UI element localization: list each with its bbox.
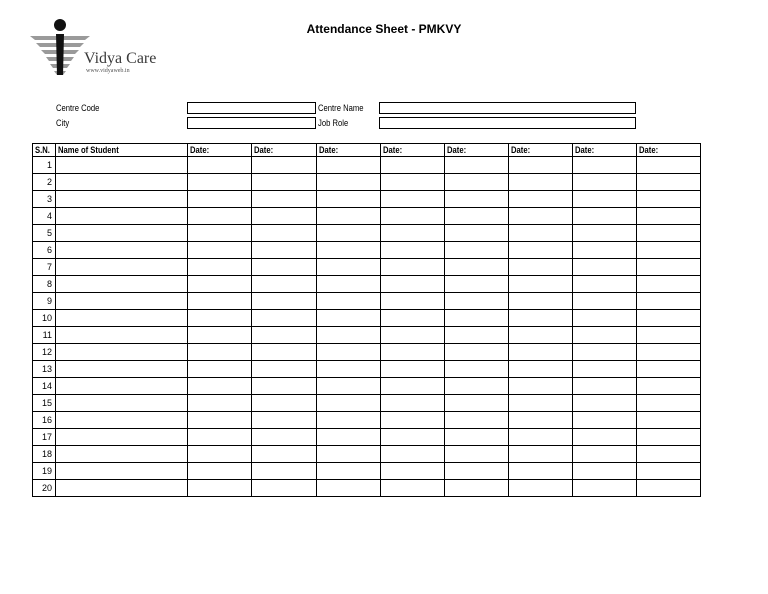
job-role-field[interactable]: [379, 117, 636, 129]
attendance-cell[interactable]: [445, 174, 509, 191]
attendance-cell[interactable]: [509, 412, 573, 429]
attendance-cell[interactable]: [509, 191, 573, 208]
attendance-cell[interactable]: [637, 174, 701, 191]
header-date: Date:: [381, 144, 445, 157]
attendance-cell[interactable]: [573, 310, 637, 327]
attendance-cell[interactable]: [381, 378, 445, 395]
table-row: [33, 395, 701, 412]
table-row: [33, 361, 701, 378]
attendance-cell[interactable]: [509, 378, 573, 395]
attendance-cell[interactable]: [188, 174, 252, 191]
row-serial-number: 9: [33, 293, 56, 310]
attendance-cell[interactable]: [637, 344, 701, 361]
student-name-cell[interactable]: [56, 259, 188, 276]
row-serial-number: 14: [33, 378, 56, 395]
header-date: Date:: [573, 144, 637, 157]
row-serial-number: 2: [33, 174, 56, 191]
city-label: City: [56, 118, 70, 128]
table-row: [33, 174, 701, 191]
attendance-cell[interactable]: [637, 378, 701, 395]
attendance-cell[interactable]: [637, 361, 701, 378]
attendance-cell[interactable]: [381, 463, 445, 480]
header-date: Date:: [509, 144, 573, 157]
attendance-cell[interactable]: [188, 395, 252, 412]
attendance-cell[interactable]: [252, 174, 317, 191]
attendance-cell[interactable]: [445, 191, 509, 208]
attendance-cell[interactable]: [509, 446, 573, 463]
attendance-cell[interactable]: [637, 327, 701, 344]
row-serial-number: 10: [33, 310, 56, 327]
table-row: [33, 191, 701, 208]
attendance-cell[interactable]: [381, 293, 445, 310]
attendance-cell[interactable]: [252, 344, 317, 361]
attendance-cell[interactable]: [573, 174, 637, 191]
attendance-cell[interactable]: [445, 225, 509, 242]
row-serial-number: 11: [33, 327, 56, 344]
attendance-cell[interactable]: [445, 378, 509, 395]
attendance-cell[interactable]: [509, 293, 573, 310]
row-serial-number: 13: [33, 361, 56, 378]
attendance-cell[interactable]: [573, 344, 637, 361]
attendance-cell[interactable]: [188, 463, 252, 480]
attendance-cell[interactable]: [188, 225, 252, 242]
attendance-cell[interactable]: [252, 225, 317, 242]
attendance-cell[interactable]: [445, 293, 509, 310]
attendance-cell[interactable]: [252, 327, 317, 344]
student-name-cell[interactable]: [56, 174, 188, 191]
header-date: Date:: [637, 144, 701, 157]
row-serial-number: 12: [33, 344, 56, 361]
table-row: [33, 480, 701, 497]
logo-name: Vidya Care: [84, 50, 157, 67]
attendance-cell[interactable]: [188, 344, 252, 361]
attendance-cell[interactable]: [637, 446, 701, 463]
table-row: [33, 293, 701, 310]
attendance-cell[interactable]: [317, 174, 381, 191]
attendance-cell[interactable]: [317, 259, 381, 276]
attendance-cell[interactable]: [381, 480, 445, 497]
row-serial-number: 5: [33, 225, 56, 242]
centre-code-label: Centre Code: [56, 103, 100, 113]
attendance-cell[interactable]: [381, 157, 445, 174]
attendance-cell[interactable]: [252, 208, 317, 225]
attendance-cell[interactable]: [445, 344, 509, 361]
attendance-cell[interactable]: [381, 327, 445, 344]
attendance-cell[interactable]: [509, 480, 573, 497]
attendance-cell[interactable]: [509, 276, 573, 293]
attendance-cell[interactable]: [317, 361, 381, 378]
attendance-cell[interactable]: [509, 242, 573, 259]
student-name-cell[interactable]: [56, 191, 188, 208]
attendance-cell[interactable]: [252, 293, 317, 310]
attendance-cell[interactable]: [252, 463, 317, 480]
row-serial-number: 17: [33, 429, 56, 446]
attendance-cell[interactable]: [381, 225, 445, 242]
logo-url: www.vidyaweb.in: [86, 68, 130, 74]
attendance-cell[interactable]: [381, 429, 445, 446]
attendance-cell[interactable]: [252, 310, 317, 327]
attendance-cell[interactable]: [317, 327, 381, 344]
city-field[interactable]: [187, 117, 316, 129]
attendance-cell[interactable]: [381, 191, 445, 208]
attendance-cell[interactable]: [252, 276, 317, 293]
attendance-cell[interactable]: [381, 310, 445, 327]
attendance-cell[interactable]: [445, 429, 509, 446]
attendance-cell[interactable]: [445, 395, 509, 412]
attendance-cell[interactable]: [381, 208, 445, 225]
row-serial-number: 8: [33, 276, 56, 293]
header-date: Date:: [317, 144, 381, 157]
table-row: [33, 225, 701, 242]
attendance-cell[interactable]: [573, 276, 637, 293]
attendance-cell[interactable]: [573, 208, 637, 225]
attendance-cell[interactable]: [188, 361, 252, 378]
attendance-cell[interactable]: [317, 191, 381, 208]
table-row: [33, 327, 701, 344]
attendance-cell[interactable]: [509, 225, 573, 242]
attendance-cell[interactable]: [188, 310, 252, 327]
attendance-cell[interactable]: [188, 242, 252, 259]
table-row: [33, 463, 701, 480]
header-date: Date:: [188, 144, 252, 157]
attendance-cell[interactable]: [445, 412, 509, 429]
centre-name-field[interactable]: [379, 102, 636, 114]
table-row: [33, 446, 701, 463]
attendance-cell[interactable]: [317, 276, 381, 293]
attendance-cell[interactable]: [509, 157, 573, 174]
attendance-cell[interactable]: [637, 463, 701, 480]
attendance-cell[interactable]: [445, 242, 509, 259]
attendance-cell[interactable]: [317, 293, 381, 310]
attendance-cell[interactable]: [381, 412, 445, 429]
student-name-cell[interactable]: [56, 463, 188, 480]
attendance-table: [32, 143, 701, 497]
attendance-cell[interactable]: [381, 446, 445, 463]
row-serial-number: 4: [33, 208, 56, 225]
attendance-cell[interactable]: [188, 378, 252, 395]
attendance-cell[interactable]: [573, 395, 637, 412]
attendance-cell[interactable]: [188, 480, 252, 497]
attendance-cell[interactable]: [445, 310, 509, 327]
attendance-cell[interactable]: [445, 463, 509, 480]
attendance-cell[interactable]: [188, 157, 252, 174]
attendance-cell[interactable]: [317, 412, 381, 429]
attendance-cell[interactable]: [509, 429, 573, 446]
attendance-cell[interactable]: [317, 208, 381, 225]
row-serial-number: 6: [33, 242, 56, 259]
attendance-cell[interactable]: [637, 225, 701, 242]
table-row: [33, 412, 701, 429]
attendance-cell[interactable]: [445, 480, 509, 497]
attendance-cell[interactable]: [509, 310, 573, 327]
attendance-cell[interactable]: [637, 395, 701, 412]
student-name-cell[interactable]: [56, 293, 188, 310]
attendance-cell[interactable]: [509, 174, 573, 191]
attendance-cell[interactable]: [637, 310, 701, 327]
attendance-cell[interactable]: [509, 361, 573, 378]
attendance-cell[interactable]: [252, 157, 317, 174]
attendance-cell[interactable]: [573, 361, 637, 378]
attendance-cell[interactable]: [637, 293, 701, 310]
attendance-cell[interactable]: [445, 259, 509, 276]
attendance-cell[interactable]: [252, 242, 317, 259]
attendance-cell[interactable]: [637, 259, 701, 276]
attendance-cell[interactable]: [573, 242, 637, 259]
attendance-cell[interactable]: [445, 276, 509, 293]
attendance-cell[interactable]: [252, 361, 317, 378]
attendance-cell[interactable]: [637, 191, 701, 208]
table-row: [33, 344, 701, 361]
attendance-cell[interactable]: [317, 429, 381, 446]
attendance-cell[interactable]: [252, 429, 317, 446]
attendance-cell[interactable]: [188, 293, 252, 310]
attendance-cell[interactable]: [188, 259, 252, 276]
attendance-cell[interactable]: [573, 191, 637, 208]
attendance-cell[interactable]: [317, 463, 381, 480]
row-serial-number: 1: [33, 157, 56, 174]
attendance-cell[interactable]: [637, 412, 701, 429]
student-name-cell[interactable]: [56, 157, 188, 174]
attendance-cell[interactable]: [573, 259, 637, 276]
attendance-cell[interactable]: [381, 361, 445, 378]
student-name-cell[interactable]: [56, 446, 188, 463]
table-row: [33, 429, 701, 446]
table-header-row: [33, 144, 701, 157]
header-sn: S.N.: [33, 144, 56, 157]
attendance-cell[interactable]: [252, 395, 317, 412]
attendance-cell[interactable]: [381, 259, 445, 276]
attendance-cell[interactable]: [317, 242, 381, 259]
attendance-cell[interactable]: [445, 446, 509, 463]
attendance-cell[interactable]: [573, 225, 637, 242]
attendance-cell[interactable]: [381, 242, 445, 259]
row-serial-number: 15: [33, 395, 56, 412]
table-row: [33, 276, 701, 293]
attendance-cell[interactable]: [188, 446, 252, 463]
row-serial-number: 20: [33, 480, 56, 497]
page-title: Attendance Sheet - PMKVY: [306, 22, 462, 36]
student-name-cell[interactable]: [56, 344, 188, 361]
attendance-cell[interactable]: [445, 361, 509, 378]
table-row: [33, 242, 701, 259]
student-name-cell[interactable]: [56, 361, 188, 378]
attendance-cell[interactable]: [637, 480, 701, 497]
table-row: [33, 378, 701, 395]
student-name-cell[interactable]: [56, 412, 188, 429]
attendance-cell[interactable]: [317, 446, 381, 463]
student-name-cell[interactable]: [56, 327, 188, 344]
attendance-cell[interactable]: [252, 446, 317, 463]
student-name-cell[interactable]: [56, 429, 188, 446]
attendance-cell[interactable]: [252, 412, 317, 429]
student-name-cell[interactable]: [56, 225, 188, 242]
attendance-cell[interactable]: [381, 344, 445, 361]
attendance-cell[interactable]: [445, 157, 509, 174]
attendance-cell[interactable]: [381, 174, 445, 191]
attendance-cell[interactable]: [509, 463, 573, 480]
attendance-cell[interactable]: [637, 208, 701, 225]
table-row: [33, 259, 701, 276]
attendance-cell[interactable]: [509, 259, 573, 276]
attendance-cell[interactable]: [445, 327, 509, 344]
job-role-label: Job Role: [318, 118, 349, 128]
student-name-cell[interactable]: [56, 378, 188, 395]
attendance-cell[interactable]: [573, 480, 637, 497]
student-name-cell[interactable]: [56, 310, 188, 327]
attendance-cell[interactable]: [317, 344, 381, 361]
row-serial-number: 3: [33, 191, 56, 208]
attendance-cell[interactable]: [573, 157, 637, 174]
attendance-cell[interactable]: [509, 344, 573, 361]
attendance-cell[interactable]: [509, 395, 573, 412]
attendance-cell[interactable]: [317, 378, 381, 395]
attendance-cell[interactable]: [637, 429, 701, 446]
header-date: Date:: [445, 144, 509, 157]
attendance-cell[interactable]: [381, 395, 445, 412]
row-serial-number: 16: [33, 412, 56, 429]
attendance-cell[interactable]: [317, 157, 381, 174]
attendance-cell[interactable]: [252, 259, 317, 276]
attendance-cell[interactable]: [637, 276, 701, 293]
student-name-cell[interactable]: [56, 242, 188, 259]
centre-code-field[interactable]: [187, 102, 316, 114]
attendance-cell[interactable]: [573, 378, 637, 395]
attendance-cell[interactable]: [509, 327, 573, 344]
attendance-cell[interactable]: [573, 412, 637, 429]
row-serial-number: 19: [33, 463, 56, 480]
attendance-cell[interactable]: [573, 446, 637, 463]
attendance-cell[interactable]: [317, 480, 381, 497]
attendance-cell[interactable]: [573, 327, 637, 344]
header-date: Date:: [252, 144, 317, 157]
table-row: [33, 157, 701, 174]
attendance-cell[interactable]: [445, 208, 509, 225]
attendance-cell[interactable]: [188, 208, 252, 225]
student-name-cell[interactable]: [56, 480, 188, 497]
attendance-cell[interactable]: [509, 208, 573, 225]
attendance-cell[interactable]: [573, 293, 637, 310]
attendance-cell[interactable]: [252, 378, 317, 395]
header-name: Name of Student: [56, 144, 188, 157]
student-name-cell[interactable]: [56, 276, 188, 293]
attendance-cell[interactable]: [188, 327, 252, 344]
attendance-cell[interactable]: [188, 276, 252, 293]
attendance-table-body: [33, 157, 701, 497]
attendance-cell[interactable]: [317, 395, 381, 412]
attendance-cell[interactable]: [188, 429, 252, 446]
attendance-cell[interactable]: [381, 276, 445, 293]
centre-name-label: Centre Name: [318, 103, 364, 113]
attendance-cell[interactable]: [252, 480, 317, 497]
row-serial-number: 7: [33, 259, 56, 276]
row-serial-number: 18: [33, 446, 56, 463]
student-name-cell[interactable]: [56, 395, 188, 412]
student-name-cell[interactable]: [56, 208, 188, 225]
attendance-cell[interactable]: [317, 310, 381, 327]
attendance-cell[interactable]: [188, 191, 252, 208]
table-row: [33, 310, 701, 327]
table-row: [33, 208, 701, 225]
attendance-cell[interactable]: [573, 463, 637, 480]
attendance-cell[interactable]: [573, 429, 637, 446]
attendance-cell[interactable]: [252, 191, 317, 208]
attendance-cell[interactable]: [188, 412, 252, 429]
attendance-cell[interactable]: [317, 225, 381, 242]
attendance-cell[interactable]: [637, 242, 701, 259]
attendance-cell[interactable]: [637, 157, 701, 174]
